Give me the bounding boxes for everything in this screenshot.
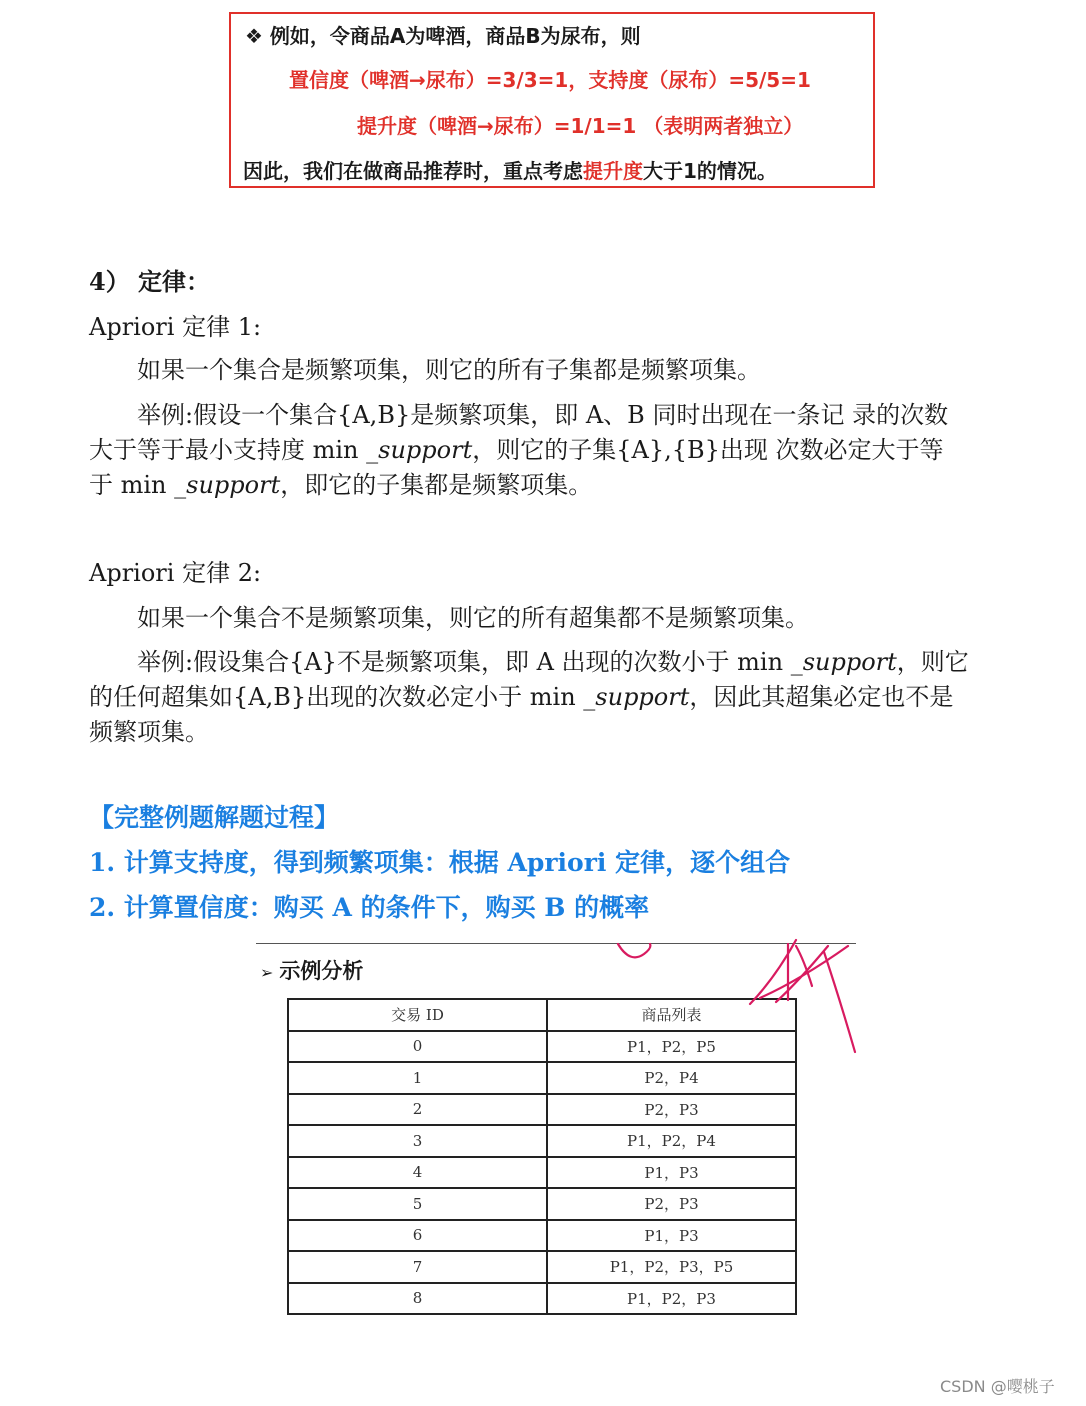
cell-id: 2: [288, 1094, 547, 1126]
cell-id: 0: [288, 1031, 547, 1063]
example-conclusion: [243, 155, 777, 184]
cell-items: P2，P3: [547, 1094, 796, 1126]
law2-ex2-pre: 的任何超集如{A,B}出现的次数必定小于 min: [89, 683, 584, 711]
law2-example-line3: 频繁项集。: [89, 718, 209, 746]
law2-ex2-post: ，因此其超集必定也不是: [689, 683, 954, 711]
law2-ex1-post: ，则它: [896, 648, 969, 676]
law1-example-line3: [89, 467, 592, 503]
pen-stroke-diagonal-3: [760, 946, 848, 998]
pen-stroke-loop: [618, 944, 650, 957]
solution-step1: 1. 计算支持度，得到频繁项集：根据 Apriori 定律，逐个组合: [89, 848, 791, 877]
table-row: [288, 1220, 796, 1252]
arrow-bullet-icon: ➢: [260, 963, 274, 982]
law2-definition: 如果一个集合不是频繁项集，则它的所有超集都不是频繁项集。: [137, 604, 809, 632]
example-intro: ❖ 例如，令商品A为啤酒，商品B为尿布，则: [245, 24, 641, 48]
example-box: [229, 12, 875, 188]
pen-stroke-diagonal-2: [776, 946, 828, 1002]
header-transaction-id: 交易 ID: [288, 999, 547, 1031]
table-row: [288, 1094, 796, 1126]
conclusion-pre: 因此，我们在做商品推荐时，重点考虑: [243, 159, 583, 183]
table-row: [288, 1157, 796, 1189]
slide-title: [260, 955, 363, 985]
cell-id: 4: [288, 1157, 547, 1189]
law2-ex1-var: _support: [790, 648, 897, 676]
law1-example-line1: 举例:假设一个集合{A,B}是频繁项集，即 A、B 同时出现在一条记 录的次数: [137, 401, 949, 429]
conclusion-post: 大于1的情况。: [643, 159, 777, 183]
law2-title: Apriori 定律 2:: [89, 559, 262, 587]
law1-ex2-pre: 大于等于最小支持度 min: [89, 436, 367, 464]
table-row: [288, 1283, 796, 1315]
slide-title-text: 示例分析: [279, 959, 364, 983]
cell-items: P1，P3: [547, 1157, 796, 1189]
solution-step2: 2. 计算置信度：购买 A 的条件下，购买 B 的概率: [89, 893, 650, 922]
cell-items: P1，P3: [547, 1220, 796, 1252]
pen-annotation-marks: [600, 930, 880, 1070]
csdn-watermark: CSDN @嘤桃子: [940, 1377, 1055, 1396]
law1-example-line2: [89, 432, 944, 468]
header-item-list: 商品列表: [547, 999, 796, 1031]
law2-ex2-var: _support: [583, 683, 690, 711]
cell-items: P2，P4: [547, 1062, 796, 1094]
table-row: [288, 1188, 796, 1220]
lift-formula: 提升度（啤酒→尿布）=1/1=1 （表明两者独立）: [357, 114, 804, 138]
law2-example-line2: [89, 679, 953, 715]
confidence-support-formula: 置信度（啤酒→尿布）=3/3=1，支持度（尿布）=5/5=1: [289, 68, 811, 92]
table-row: [288, 1251, 796, 1283]
law2-ex1-pre: 举例:假设集合{A}不是频繁项集，即 A 出现的次数小于 min: [137, 648, 791, 676]
law1-ex3-var: _support: [174, 471, 281, 499]
cell-id: 7: [288, 1251, 547, 1283]
section-heading: 4） 定律：: [89, 267, 211, 296]
cell-id: 1: [288, 1062, 547, 1094]
law1-definition: 如果一个集合是频繁项集，则它的所有子集都是频繁项集。: [137, 356, 761, 384]
table-row: [288, 1125, 796, 1157]
cell-id: 5: [288, 1188, 547, 1220]
cell-id: 8: [288, 1283, 547, 1315]
law2-example-line1: [137, 644, 969, 680]
cell-items: P2，P3: [547, 1188, 796, 1220]
cell-id: 3: [288, 1125, 547, 1157]
cell-items: P1，P2，P3，P5: [547, 1251, 796, 1283]
solution-heading: 【完整例题解题过程】: [89, 803, 340, 832]
law1-title: Apriori 定律 1:: [89, 313, 262, 341]
law1-ex2-var: _support: [366, 436, 473, 464]
cell-id: 6: [288, 1220, 547, 1252]
cell-items: P1，P2，P5: [547, 1031, 796, 1063]
cell-items: P1，P2，P3: [547, 1283, 796, 1315]
law1-ex3-post: ，即它的子集都是频繁项集。: [280, 471, 593, 499]
conclusion-highlight: 提升度: [583, 159, 643, 183]
cell-items: P1，P2，P4: [547, 1125, 796, 1157]
law1-ex3-pre: 于 min: [89, 471, 175, 499]
law1-ex2-post: ，则它的子集{A},{B}出现 次数必定大于等: [472, 436, 944, 464]
pen-stroke-vertical-2: [824, 952, 855, 1052]
